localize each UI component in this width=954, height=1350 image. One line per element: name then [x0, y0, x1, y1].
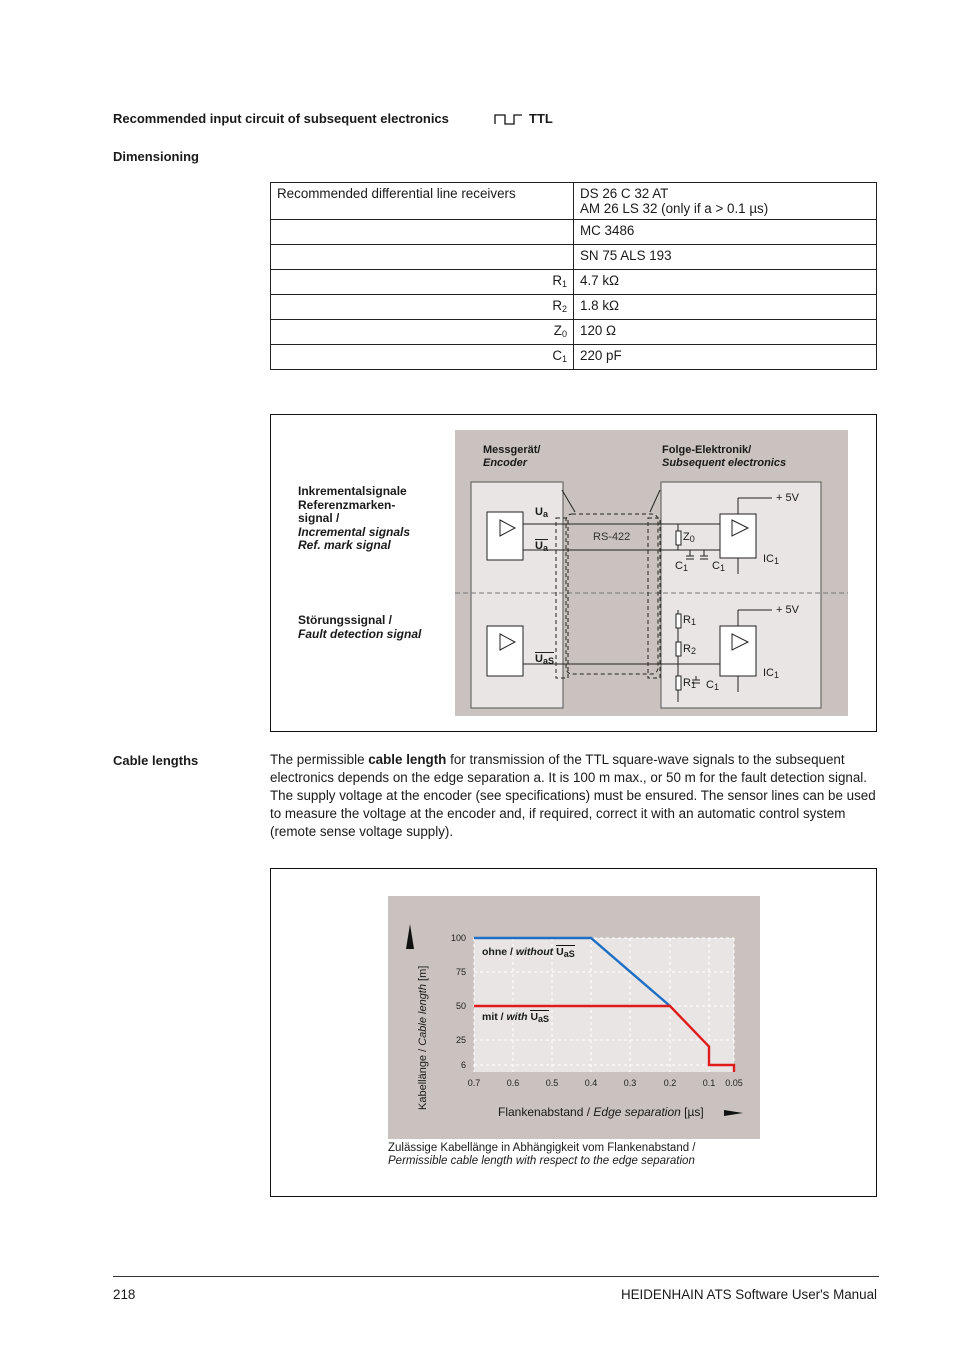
table-value: DS 26 C 32 AT — [580, 186, 669, 201]
table-label: R — [552, 298, 562, 313]
c1-c-sub: 1 — [713, 682, 719, 692]
y-label-en: Cable length — [417, 984, 429, 1046]
r1-b-symbol: R — [683, 677, 691, 689]
cable-text-before: The permissible — [270, 752, 369, 767]
table-label-cell — [271, 320, 574, 345]
incremental-line-3: signal / — [298, 511, 340, 526]
series-with-de: mit / — [482, 1011, 507, 1023]
ic1-top-sub: 1 — [774, 556, 780, 566]
x-tick-label: 0.3 — [623, 1078, 637, 1088]
x-tick-label: 0.7 — [467, 1078, 481, 1088]
r2-label — [683, 643, 696, 656]
z0-symbol: Z — [683, 531, 690, 543]
table-value: 220 pF — [580, 348, 622, 363]
series-with-sub: aS — [538, 1014, 550, 1024]
y-axis-label — [417, 966, 429, 1110]
table-label-cell — [271, 183, 574, 220]
cable-text-after: for transmission of the TTL square-wave signals to the subsequent electronics depends on the edge separation a. It is 100 m max., or 50 m for the fault detection signal. The supply voltage at the encoder (see specifications) must be ensured. The sensor lines can be used to measure the voltage at the encoder and, if required, correct it with an automatic control system (remote sense voltage supply). — [270, 752, 876, 839]
series-without-de: ohne / — [482, 946, 516, 958]
chart-caption-de: Zulässige Kabellänge in Abhängigkeit vom Flankenabstand / — [388, 1142, 696, 1154]
section-heading — [113, 111, 449, 126]
incremental-line-2: Referenzmarken- — [298, 497, 396, 512]
series-without-sub: aS — [563, 949, 575, 959]
x-label-unit: [µs] — [680, 1105, 704, 1119]
chart-caption-en: Permissible cable length with respect to the edge separation — [388, 1155, 695, 1167]
dimensioning-table — [270, 182, 877, 370]
dimensioning-heading: Dimensioning — [113, 149, 199, 164]
table-row — [271, 183, 877, 220]
table-label: Z — [553, 323, 562, 338]
table-value-cell — [574, 270, 877, 295]
fault-label-en: Fault detection signal — [298, 627, 422, 641]
cable-lengths-heading: Cable lengths — [113, 753, 199, 768]
c1-label-b — [712, 560, 725, 573]
r1-a-sub: 1 — [690, 617, 696, 627]
table-row — [271, 295, 877, 320]
table-value-cell — [574, 320, 877, 345]
uas-symbol: U — [535, 653, 543, 665]
z0-label — [683, 531, 695, 544]
table-row — [271, 245, 877, 270]
table-label-cell — [271, 245, 574, 270]
x-label-en: Edge separation — [593, 1105, 681, 1119]
uas-sub: aS — [542, 656, 554, 666]
series-label-with — [482, 1011, 549, 1024]
series-with-sym: U — [530, 1011, 539, 1023]
x-label-de: Flankenabstand / — [498, 1105, 594, 1119]
ic1-top-label — [763, 553, 779, 566]
table-row — [271, 270, 877, 295]
table-label: Recommended differential line receivers — [277, 186, 516, 201]
x-tick-label: 0.05 — [725, 1078, 743, 1088]
subsequent-label-de: Folge-Elektronik/ — [662, 444, 752, 456]
series-with-en: with — [506, 1011, 528, 1023]
table-label-cell — [271, 270, 574, 295]
y-label-de: Kabellänge / — [417, 1045, 429, 1110]
ua-sub: a — [542, 509, 548, 519]
ttl-label: TTL — [529, 111, 553, 126]
table-label-cell — [271, 220, 574, 245]
table-value: 4.7 kΩ — [580, 273, 620, 288]
table-value: 120 Ω — [580, 323, 617, 338]
rs422-label: RS-422 — [593, 531, 631, 543]
y-tick-label: 25 — [455, 1035, 466, 1045]
series-without-sym: U — [556, 946, 564, 958]
ic1-bottom-label — [763, 667, 779, 680]
c1-b-sub: 1 — [719, 563, 725, 573]
encoder-label-de: Messgerät/ — [483, 444, 541, 456]
table-value: 1.8 kΩ — [580, 298, 620, 313]
c1-b-symbol: C — [712, 560, 720, 572]
series-label-without — [482, 946, 575, 959]
r1-a-symbol: R — [683, 614, 691, 626]
table-value-cell — [574, 345, 877, 370]
chart-caption — [388, 1142, 696, 1168]
table-label-sub: 1 — [561, 279, 567, 289]
r1-b-sub: 1 — [690, 680, 696, 690]
y-tick-label: 50 — [455, 1001, 466, 1011]
table-value: SN 75 ALS 193 — [580, 248, 672, 263]
ua-symbol: U — [535, 506, 543, 518]
incremental-line-en-2: Ref. mark signal — [298, 538, 391, 553]
cable-lengths-paragraph — [270, 751, 880, 841]
ic1-bottom-symbol: IC — [763, 667, 774, 679]
r2-sub: 2 — [690, 646, 696, 656]
incremental-signal-label — [298, 485, 410, 553]
plus5v-bottom: + 5V — [776, 604, 799, 616]
incremental-line-en-1: Incremental signals — [298, 524, 411, 539]
ua-inverted-label — [535, 539, 548, 553]
y-tick-label: 6 — [460, 1060, 466, 1070]
table-label-sub: 0 — [561, 329, 567, 339]
subsequent-label-en: Subsequent electronics — [662, 457, 787, 469]
table-value-cell — [574, 183, 877, 220]
fault-label-de: Störungssignal / — [298, 613, 393, 627]
table-label-sub: 1 — [561, 354, 567, 364]
table-row — [271, 320, 877, 345]
x-tick-label: 0.6 — [506, 1078, 520, 1088]
series-without-symbol — [556, 945, 575, 958]
table-value-cell — [574, 295, 877, 320]
table-label: C — [552, 348, 562, 363]
table-value-cell — [574, 220, 877, 245]
cable-text-bold: cable length — [368, 752, 447, 767]
ua-inv-symbol: U — [535, 540, 543, 552]
c1-c-symbol: C — [706, 679, 714, 691]
c1-label-a — [675, 560, 688, 573]
x-axis-label — [498, 1105, 704, 1119]
square-wave-icon — [494, 112, 524, 126]
y-tick-label: 75 — [455, 967, 466, 977]
table-value: MC 3486 — [580, 223, 635, 238]
ic1-top-symbol: IC — [763, 553, 774, 565]
r2-symbol: R — [683, 643, 691, 655]
c1-a-symbol: C — [675, 560, 683, 572]
plus5v-top: + 5V — [776, 492, 799, 504]
cable-length-chart — [388, 896, 760, 1139]
heading-text: Recommended input circuit of subsequent electronics — [113, 111, 449, 126]
x-tick-label: 0.2 — [663, 1078, 677, 1088]
table-row — [271, 220, 877, 245]
c1-label-c — [706, 679, 719, 692]
encoder-label-en: Encoder — [483, 457, 528, 469]
page-number: 218 — [113, 1287, 136, 1302]
x-tick-label: 0.1 — [702, 1078, 716, 1088]
series-with-symbol — [530, 1010, 549, 1023]
table-label-cell — [271, 295, 574, 320]
footer-rule — [113, 1276, 879, 1277]
table-row — [271, 345, 877, 370]
table-value-2: AM 26 LS 32 (only if a > 0.1 µs) — [580, 201, 769, 216]
subsequent-label — [662, 444, 786, 470]
fault-signal-label — [298, 613, 421, 641]
encoder-label — [483, 444, 540, 470]
r1-label-a — [683, 614, 696, 627]
y-label-unit: [m] — [417, 965, 429, 984]
x-tick-label: 0.5 — [545, 1078, 559, 1088]
ua-inv-sub: a — [542, 543, 548, 553]
footer-title: HEIDENHAIN ATS Software User's Manual — [620, 1287, 877, 1302]
z0-sub: 0 — [689, 534, 695, 544]
table-label-sub: 2 — [561, 304, 567, 314]
uas-label — [535, 652, 554, 666]
incremental-line-1: Inkrementalsignale — [298, 484, 407, 498]
ic1-bottom-sub: 1 — [774, 670, 780, 680]
r1-label-b — [683, 677, 696, 690]
table-value-cell — [574, 245, 877, 270]
y-tick-label: 100 — [450, 933, 466, 943]
x-tick-label: 0.4 — [584, 1078, 598, 1088]
ua-label — [535, 506, 548, 519]
series-without-en: without — [515, 946, 554, 958]
c1-a-sub: 1 — [682, 563, 688, 573]
table-label: R — [552, 273, 562, 288]
table-label-cell — [271, 345, 574, 370]
